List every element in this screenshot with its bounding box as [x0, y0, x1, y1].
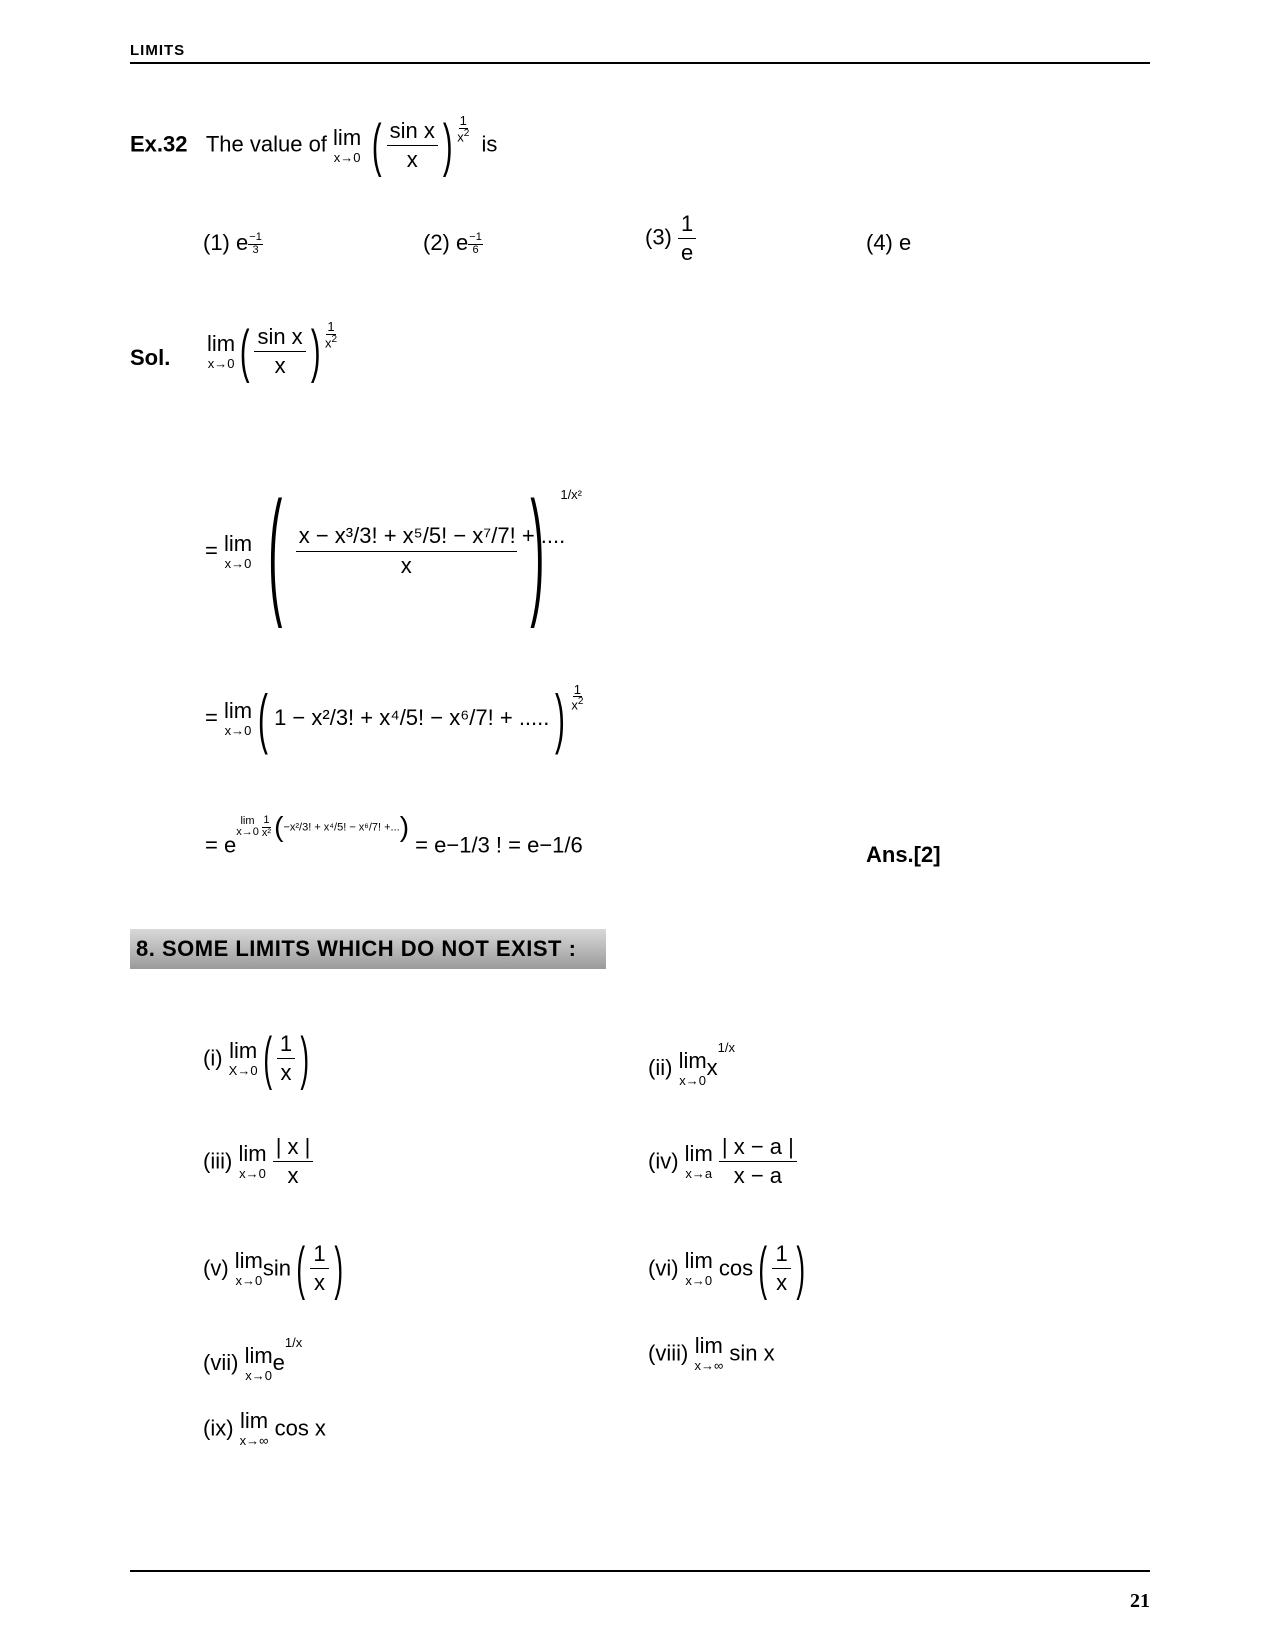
question-prefix: The value of — [205, 131, 327, 157]
solution-step-1: lim x→0 ( $\frac{\text{sin x}}{x}$ ) $\frac{1}{x^2}$ — [207, 319, 338, 384]
example-label: Ex.32 — [130, 131, 188, 157]
exponent: $\frac{1}{x^2}$ — [457, 113, 470, 145]
limit-vi: (vi) lim x→0 cos( $\frac{1}{x}$ ) — [648, 1236, 805, 1301]
step-4-exponent: lim x→0 $\frac{1}{\text{x²}}$ (−x²/3! + x⁴/5! − x⁶/7! +...) — [236, 811, 410, 842]
limit-ix: (ix) lim x→∞ cos x — [203, 1408, 326, 1448]
sinx-over-x: $\frac{\text{sin x}}{x}$ — [387, 119, 438, 172]
option-4: (4) e — [866, 230, 912, 255]
limit-operator: lim x→0 — [333, 125, 362, 165]
header-title: LIMITS — [130, 42, 186, 59]
example-question: Ex.32 The value of lim x→0 ( $\frac{\text{sin x}}{x}$ ) $\frac{1}{x^2}$ is — [130, 113, 498, 178]
page-number: 21 — [1130, 1590, 1150, 1612]
answer: Ans.[2] — [866, 842, 941, 867]
solution-step-3: = lim x→0 ( 1 − x²/3! + x⁴/5! − x⁶/7! + .....) $\frac{1}{x^2}$ — [205, 681, 584, 755]
solution-step-2: = lim x→0 ( $\frac{\text{x − x³/3! + x⁵/5! − x⁷/7! + ....}}{x}$ ) $^{1/x^2}$ — [205, 472, 583, 629]
solution-label: Sol. — [130, 345, 171, 370]
limit-viii: (viii) lim x→∞ sin x — [648, 1333, 775, 1373]
question-suffix: is — [481, 131, 498, 157]
limit-iv: (iv) lim x→a $\frac{| x - a |}{x - a}$ — [648, 1135, 797, 1188]
limit-v: (v) lim x→0 sin( $\frac{1}{x}$ ) — [203, 1236, 343, 1301]
option-3: (3) $\frac{1}{e}$ — [645, 212, 696, 265]
option-2: (2) e $\frac{-1}{6}$ — [423, 230, 482, 256]
header-rule — [130, 62, 1150, 64]
limit-iii: (iii) lim x→0 $\frac{| x |}{x}$ — [203, 1135, 313, 1188]
limit-vii: (vii) lim x→0 $e^{1/x}$ — [203, 1335, 303, 1383]
limit-ii: (ii) lim x→0 $x^{1/x}$ — [648, 1040, 736, 1088]
option-1: (1) e $\frac{-1}{3}$ — [203, 230, 262, 256]
footer-rule — [130, 1570, 1150, 1572]
section-heading: 8. SOME LIMITS WHICH DO NOT EXIST : — [130, 929, 606, 969]
solution-step-4: = e lim x→0 $\frac{1}{\text{x²}}$ (−x²/3! + x⁴/5! − x⁶/7! +...) = e−1/3 ! = e−1/6 — [205, 811, 583, 858]
option-2-exponent: $\frac{-1}{6}$ — [469, 231, 482, 256]
limit-i: (i) lim X→0 ( $\frac{1}{x}$ ) — [203, 1026, 310, 1091]
option-1-exponent: $\frac{-1}{3}$ — [249, 231, 262, 256]
